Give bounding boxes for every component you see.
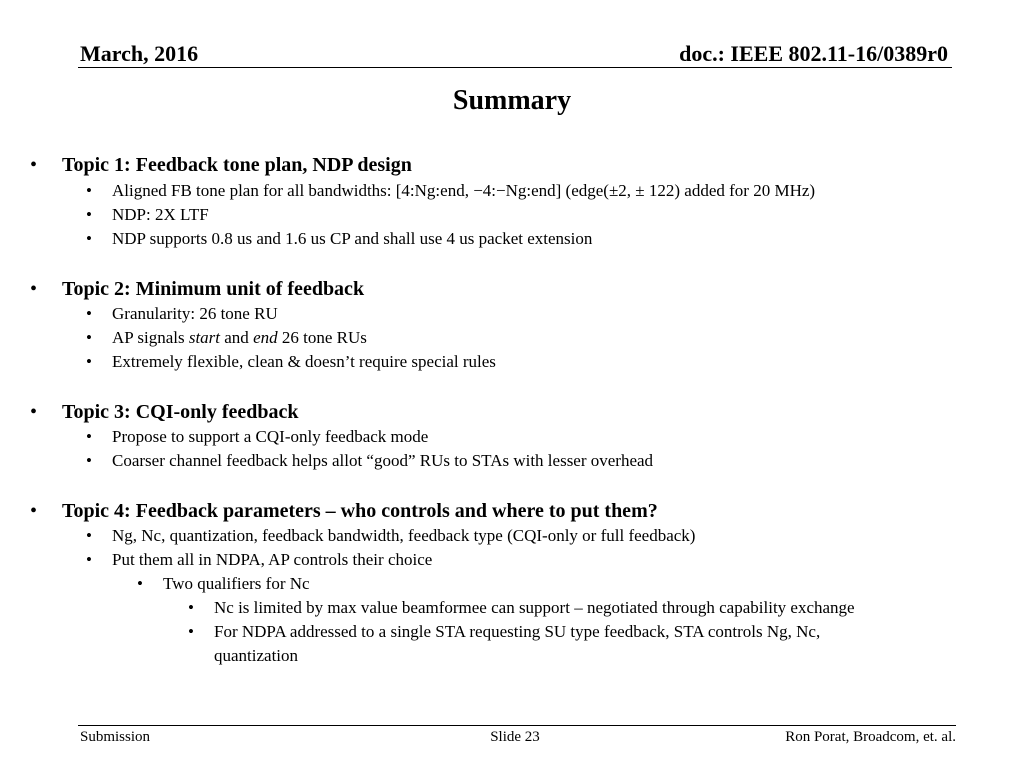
list-item	[86, 525, 696, 547]
list-item-text: quantization	[214, 646, 299, 665]
list-item-level-4	[188, 621, 821, 643]
topic-3-heading-text: Topic 3: CQI-only feedback	[62, 401, 299, 423]
emphasis-start: start	[188, 328, 221, 347]
text-fragment: 26 tone RUs	[277, 328, 367, 347]
bullet-icon: •	[30, 278, 38, 300]
topic-2-heading	[30, 277, 365, 301]
bullet-icon: •	[30, 154, 38, 176]
list-item-level-3	[137, 573, 310, 595]
list-item-level-4	[188, 597, 855, 619]
header-doc-id: doc.: IEEE 802.11-16/0389r0	[679, 41, 948, 66]
footer-slide-number: Slide 23	[490, 729, 540, 745]
bullet-icon: •	[86, 550, 92, 569]
slide-title: Summary	[452, 85, 572, 116]
bullet-icon: •	[86, 229, 92, 248]
list-item	[86, 327, 367, 349]
emphasis-end: end	[253, 328, 278, 347]
bullet-icon: •	[86, 181, 92, 200]
list-item	[86, 351, 496, 373]
list-item-text: Coarser channel feedback helps allot “good” RUs to STAs with lesser overhead	[112, 451, 654, 470]
bullet-icon: •	[86, 205, 92, 224]
header-date: March, 2016	[80, 41, 199, 66]
list-item-text: Extremely flexible, clean & doesn’t require special rules	[112, 352, 496, 371]
bullet-icon: •	[188, 598, 194, 617]
list-item-text: NDP supports 0.8 us and 1.6 us CP and shall use 4 us packet extension	[112, 229, 593, 248]
list-item-text: Aligned FB tone plan for all bandwidths: [4:Ng:end, −4:−Ng:end] (edge(±2, ± 122) added for 20 MHz)	[112, 181, 816, 200]
bullet-icon: •	[30, 401, 38, 423]
topic-4-heading	[30, 499, 658, 523]
list-item-text: Two qualifiers for Nc	[163, 574, 310, 593]
text-fragment: and	[220, 328, 254, 347]
topic-1-heading	[30, 153, 412, 177]
topic-1-heading-text: Topic 1: Feedback tone plan, NDP design	[62, 154, 412, 176]
text-fragment: AP signals	[112, 328, 189, 347]
list-item	[86, 450, 654, 472]
list-item	[86, 303, 278, 325]
list-item	[86, 228, 593, 250]
header-divider	[78, 67, 952, 68]
bullet-icon: •	[86, 304, 92, 323]
list-item	[86, 180, 816, 202]
bullet-icon: •	[86, 451, 92, 470]
list-item-text: Propose to support a CQI-only feedback mode	[112, 427, 429, 446]
topic-3-heading	[30, 400, 299, 424]
footer-divider	[78, 725, 956, 726]
bullet-icon: •	[86, 352, 92, 371]
list-item-text	[112, 328, 367, 347]
list-item-text: Put them all in NDPA, AP controls their choice	[112, 550, 433, 569]
bullet-icon: •	[137, 574, 143, 593]
bullet-icon: •	[188, 622, 194, 641]
bullet-icon: •	[30, 500, 38, 522]
list-item-text: Ng, Nc, quantization, feedback bandwidth, feedback type (CQI-only or full feedback)	[112, 526, 696, 545]
topic-2-heading-text: Topic 2: Minimum unit of feedback	[62, 278, 365, 300]
list-item	[86, 549, 433, 571]
list-item	[86, 426, 429, 448]
footer-submission: Submission	[80, 729, 151, 745]
topic-4-heading-text: Topic 4: Feedback parameters – who controls and where to put them?	[62, 500, 658, 522]
list-item-text: For NDPA addressed to a single STA requesting SU type feedback, STA controls Ng, Nc,	[214, 622, 821, 641]
list-item	[86, 204, 209, 226]
bullet-icon: •	[86, 526, 92, 545]
list-item-text: NDP: 2X LTF	[112, 205, 209, 224]
list-item-text: Granularity: 26 tone RU	[112, 304, 278, 323]
footer-author: Ron Porat, Broadcom, et. al.	[785, 729, 956, 745]
bullet-icon: •	[86, 328, 92, 347]
list-item-text: Nc is limited by max value beamformee can support – negotiated through capability exchange	[214, 598, 855, 617]
bullet-icon: •	[86, 427, 92, 446]
list-item-continuation	[214, 645, 298, 667]
